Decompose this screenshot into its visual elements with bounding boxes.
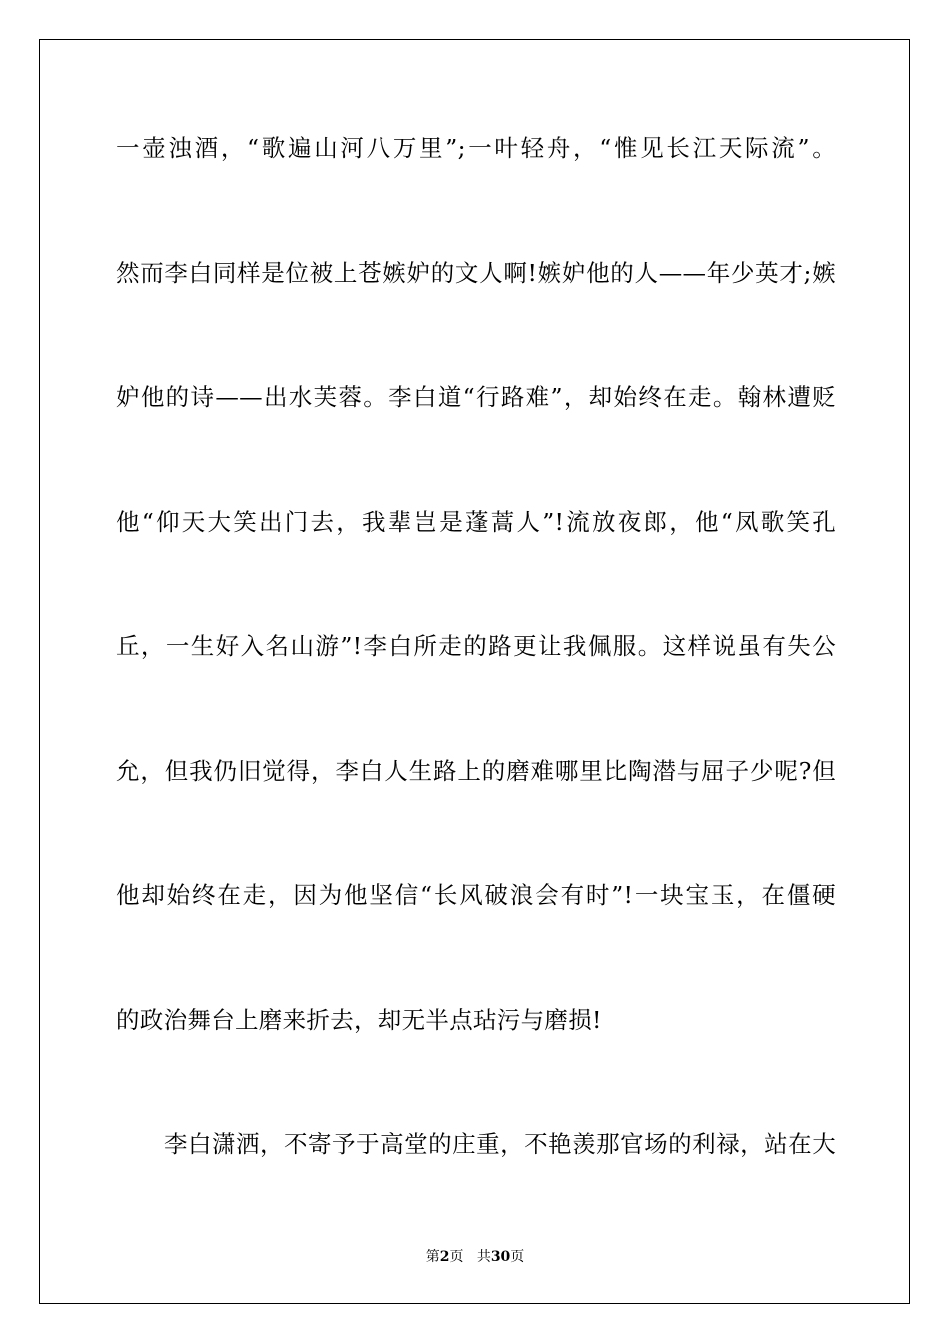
- text-line-1: 一壶浊酒，“歌遍山河八万里”;一叶轻舟，“惟见长江天际流”。: [116, 134, 836, 162]
- page-prefix: 第: [425, 1249, 440, 1265]
- text-line-8: 的政治舞台上磨来折去，却无半点玷污与磨损!: [116, 1005, 602, 1034]
- text-line-9: 李白潇洒，不寄予于高堂的庄重，不艳羡那官场的利禄，站在大: [164, 1130, 836, 1158]
- total-pages: 30: [490, 1249, 511, 1265]
- text-line-3: 妒他的诗——出水芙蓉。李白道“行路难”，却始终在走。翰林遭贬: [116, 383, 836, 411]
- text-line-6: 允，但我仍旧觉得，李白人生路上的磨难哪里比陶潜与屈子少呢?但: [116, 756, 836, 785]
- page-suffix: 页: [449, 1249, 464, 1265]
- text-line-2: 然而李白同样是位被上苍嫉妒的文人啊!嫉妒他的人——年少英才;嫉: [116, 258, 836, 287]
- text-line-5: 丘，一生好入名山游”!李白所走的路更让我佩服。这样说虽有失公: [116, 632, 836, 660]
- document-body: [116, 126, 836, 1247]
- page-footer: [0, 1246, 950, 1266]
- total-suffix: 页: [510, 1249, 525, 1265]
- page-number: 2: [439, 1249, 450, 1265]
- text-line-7: 他却始终在走，因为他坚信“长风破浪会有时”!一块宝玉，在僵硬: [116, 881, 836, 909]
- total-prefix: 共: [476, 1249, 491, 1265]
- text-line-4: 他“仰天大笑出门去，我辈岂是蓬蒿人”!流放夜郎，他“凤歌笑孔: [116, 507, 836, 536]
